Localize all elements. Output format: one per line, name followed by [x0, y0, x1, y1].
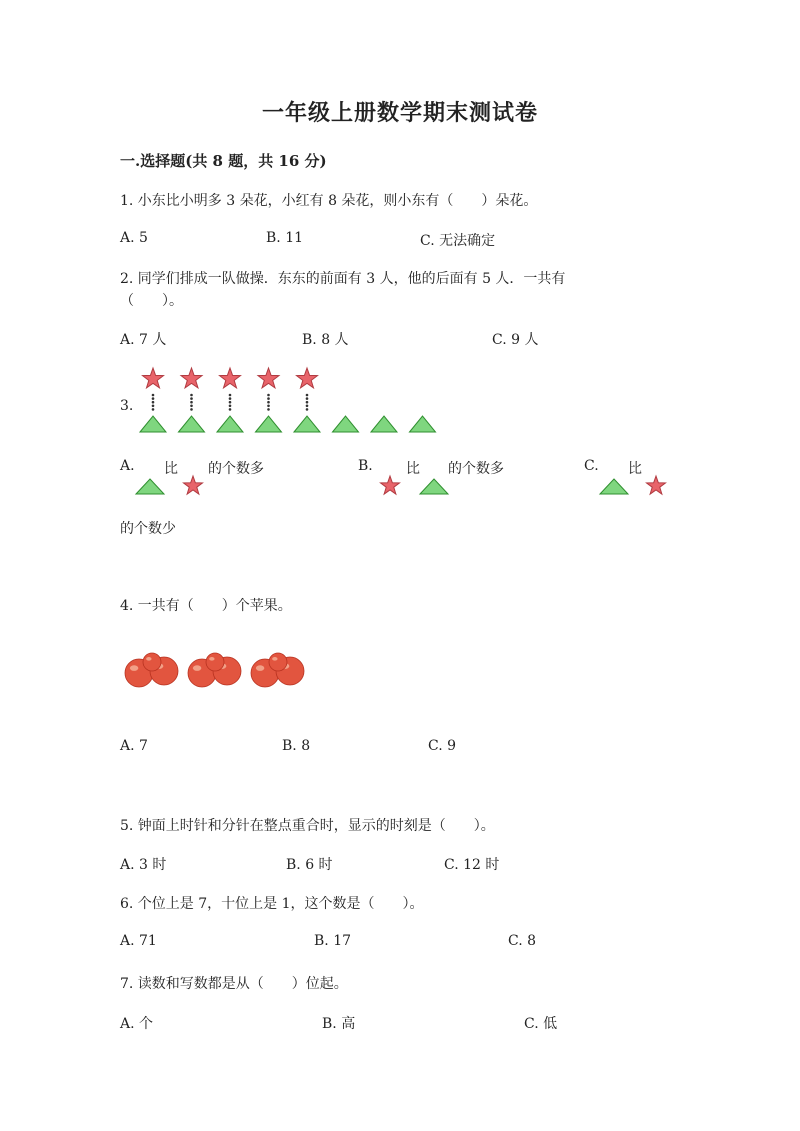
- question-3-option-a-letter[interactable]: A.: [120, 458, 135, 474]
- question-3-option-b-bi: 比: [406, 461, 420, 477]
- question-1-option-c[interactable]: C. 无法确定: [420, 233, 496, 249]
- question-6-option-a[interactable]: A. 71: [120, 933, 157, 949]
- question-3-option-b-tail: 的个数多: [448, 461, 504, 477]
- page-title: 一年级上册数学期末测试卷: [261, 100, 538, 126]
- question-6-option-b[interactable]: B. 17: [314, 933, 352, 949]
- question-5-text: 5. 钟面上时针和分针在整点重合时，显示的时刻是（ ）。: [120, 818, 495, 834]
- apple-group: [125, 653, 178, 687]
- question-3-option-c-letter[interactable]: C.: [584, 458, 599, 474]
- question-7-option-c[interactable]: C. 低: [524, 1016, 558, 1032]
- question-4-option-a[interactable]: A. 7: [120, 738, 148, 754]
- question-6-option-c[interactable]: C. 8: [508, 933, 537, 949]
- question-1-option-a[interactable]: A. 5: [120, 230, 148, 246]
- question-4-text: 4. 一共有（ ）个苹果。: [120, 598, 292, 614]
- question-3-option-a-bi: 比: [164, 461, 178, 477]
- section-heading-choice: 一.选择题(共 8 题，共 16 分): [120, 152, 327, 170]
- question-5-option-c[interactable]: C. 12 时: [444, 857, 500, 873]
- question-2-option-c[interactable]: C. 9 人: [492, 332, 539, 348]
- apple-highlight: [256, 665, 264, 671]
- question-1-text: 1. 小东比小明多 3 朵花，小红有 8 朵花，则小东有（ ）朵花。: [120, 193, 538, 209]
- question-7-text: 7. 读数和写数都是从（ ）位起。: [120, 976, 348, 992]
- question-3-option-b-letter[interactable]: B.: [358, 458, 373, 474]
- question-2-option-b[interactable]: B. 8 人: [302, 332, 349, 348]
- question-7-option-b[interactable]: B. 高: [322, 1016, 356, 1032]
- question-3-number: 3.: [120, 398, 134, 414]
- apple-highlight: [209, 657, 214, 661]
- question-2-text-line1: 2. 同学们排成一队做操．东东的前面有 3 人，他的后面有 5 人．一共有: [120, 271, 566, 287]
- question-2-text-line2: （ ）。: [120, 293, 183, 309]
- question-3-option-c-bi: 比: [628, 461, 642, 477]
- question-2-option-a[interactable]: A. 7 人: [120, 332, 167, 348]
- question-6-text: 6. 个位上是 7，十位上是 1，这个数是（ ）。: [120, 896, 424, 912]
- apple-highlight: [272, 657, 277, 661]
- question-7-option-a[interactable]: A. 个: [120, 1016, 154, 1032]
- apple-highlight: [193, 665, 201, 671]
- question-5-option-b[interactable]: B. 6 时: [286, 857, 333, 873]
- apple-group: [251, 653, 304, 687]
- question-1-option-b[interactable]: B. 11: [266, 230, 304, 246]
- question-3-option-a-tail: 的个数多: [208, 461, 264, 477]
- apple-highlight: [146, 657, 151, 661]
- apple: [143, 653, 161, 671]
- question-5-option-a[interactable]: A. 3 时: [120, 857, 167, 873]
- question-4-option-c[interactable]: C. 9: [428, 738, 457, 754]
- apple-highlight: [130, 665, 138, 671]
- apple: [206, 653, 224, 671]
- apple: [269, 653, 287, 671]
- question-3-option-c-tail: 的个数少: [120, 521, 176, 537]
- apple-group: [188, 653, 241, 687]
- question-4-option-b[interactable]: B. 8: [282, 738, 311, 754]
